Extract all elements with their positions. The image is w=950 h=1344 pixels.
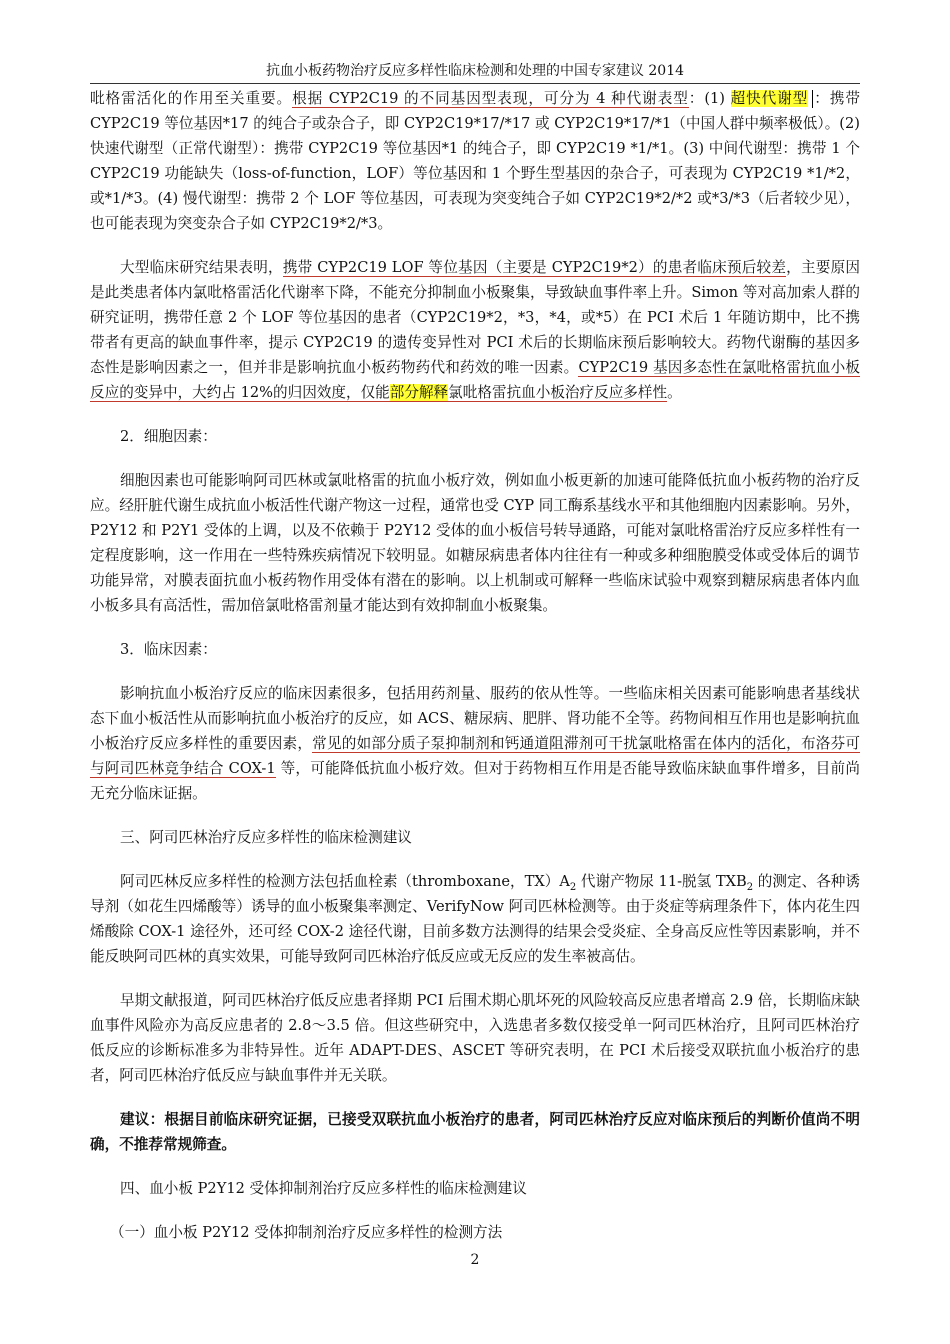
paragraph-aspirin-evidence: 早期文献报道，阿司匹林治疗低反应患者择期 PCI 后围术期心肌坏死的风险较高反应患者增高 2.9 倍，长期临床缺血事件风险亦为高反应患者的 2.8～3.5 倍。但这些研究中，入选患者多数仅接受单一阿司匹林治疗，且阿司匹林治疗低反应的诊断标准多为非特异性。近年 ADAPT-DES、ASCET 等研究表明，在 PCI 术后接受双联抗血小板治疗的患者，阿司匹林治疗低反应与缺血事件并无关联。 (90, 992, 860, 1084)
underlined-annotation: 常见的如部分质子泵抑制剂和钙通道阻滞剂可干扰氯吡格雷在体内的活化，布洛芬可与阿司匹林竞争结合 COX-1 (90, 735, 860, 777)
text-run: 等，可能降低抗血小板疗效。但对于药物相互作用是否能导致临床缺血事件增多，目前尚无充分临床证据。 (90, 760, 860, 802)
heading-clinical-factors: 3．临床因素： (120, 641, 217, 658)
text-run: ，主要原因是此类患者体内氯吡格雷活化代谢率下降，不能充分抑制血小板聚集，导致缺血事件率上升。Simon 等对高加索人群的研究证明，携带任意 2 个 LOF 等位基因的患者（CYP2C19*2，*3，*4，或*5）在 PCI 术后 1 年随访期中，比不携带者有更高的缺血事件率，提示 CYP2C19 的遗传变异性对 PCI 术后的长期临床预后影响较大。药物代谢酶的基因多态性是影响因素之一，但并非是影响抗血小板药物药代和药效的唯一因素。 (90, 259, 860, 376)
underlined-annotation: 氯吡格雷抗血小板治疗反应多样性 (448, 384, 668, 401)
subsection-heading-methods: （一）血小板 P2Y12 受体抑制剂治疗反应多样性的检测方法 (110, 1224, 503, 1241)
text-run: 吡格雷活化的作用至关重要。 (90, 90, 293, 107)
text-run: 代谢产物尿 11-脱氢 TXB (576, 873, 747, 890)
document-page (90, 60, 860, 1245)
highlighted-annotation: 超快代谢型 (730, 90, 809, 107)
underlined-annotation: 携带 CYP2C19 LOF 等位基因（主要是 CYP2C19*2）的患者临床预后较差 (282, 259, 787, 276)
paragraph-lof-prognosis (90, 255, 860, 405)
paragraph-cell-factors: 细胞因素也可能影响阿司匹林或氯吡格雷的抗血小板疗效，例如血小板更新的加速可能降低抗血小板药物的治疗反应。经肝脏代谢生成抗血小板活性代谢产物这一过程，通常也受 CYP 同工酶系基线水平和其他细胞内因素影响。另外，P2Y12 和 P2Y1 受体的上调，以及不依赖于 P2Y12 受体的血小板信号转导通路，可能对氯吡格雷治疗反应多样性有一定程度影响，这一作用在一些特殊疾病情况下较明显。如糖尿病患者体内往往有一种或多种细胞膜受体或受体后的调节功能异常，对膜表面抗血小板药物作用受体有潜在的影响。以上机制或可解释一些临床试验中观察到糖尿病患者体内血小板多具有高活性，需加倍氯吡格雷剂量才能达到有效抑制血小板聚集。 (90, 472, 860, 614)
paragraph-aspirin-methods (90, 869, 860, 969)
text-run: ：携带 CYP2C19 等位基因*17 的纯合子或杂合子，即 CYP2C19*17/*17 或 CYP2C19*17/*1（中国人群中频率极低）。(2) 快速代谢型（正常代谢型）：携带 CYP2C19 等位基因*1 的纯合子，即 CYP2C19 *1/*1。(3) 中间代谢型：携带 1 个 CYP2C19 功能缺失（loss-of-function，LOF）等位基因和 1 个野生型基因的杂合子，可表现为 CYP2C19 *1/*2，或*1/*3。(4) 慢代谢型：携带 2 个 LOF 等位基因，可表现为突变纯合子如 CYP2C19*2/*2 或*3/*3（后者较少见），也可能表现为突变杂合子如 CYP2C19*2/*3。 (90, 90, 860, 232)
text-run: ：(1) (688, 90, 731, 107)
running-header: 抗血小板药物治疗反应多样性临床检测和处理的中国专家建议 2014 (90, 60, 860, 84)
underlined-annotation: 根据 CYP2C19 的不同基因型表现，可分为 4 种代谢表型 (292, 90, 689, 107)
underlined-annotation: CYP2C19 基因多态性在氯吡格雷抗血小板反应的变异中，大约占 12%的归因效度，仅能 (90, 359, 860, 401)
text-run: 大型临床研究结果表明， (120, 259, 283, 276)
recommendation-text: 建议：根据目前临床研究证据，已接受双联抗血小板治疗的患者，阿司匹林治疗反应对临床预后的判断价值尚不明确，不推荐常规筛查。 (90, 1111, 860, 1153)
section-heading-p2y12: 四、血小板 P2Y12 受体抑制剂治疗反应多样性的临床检测建议 (120, 1180, 527, 1197)
subscript: 2 (569, 881, 577, 893)
text-run: 阿司匹林反应多样性的检测方法包括血栓素（thromboxane，TX）A (120, 873, 570, 890)
highlighted-annotation: 部分解释 (389, 384, 449, 401)
text-run: 。 (667, 384, 682, 401)
heading-cell-factors: 2．细胞因素： (120, 428, 217, 445)
text-run: 影响抗血小板治疗反应的临床因素很多，包括用药剂量、服药的依从性等。一些临床相关因素可能影响患者基线状态下血小板活性从而影响抗血小板治疗的反应，如 ACS、糖尿病、肥胖、肾功能不全等。药物间相互作用也是影响抗血小板治疗反应多样性的重要因素， (90, 685, 860, 752)
text-run: 的测定、各种诱导剂（如花生四烯酸等）诱导的血小板聚集率测定、VerifyNow 阿司匹林检测等。由于炎症等病理条件下，体内花生四烯酸除 COX-1 途径外，还可经 COX-2 途径代谢，目前多数方法测得的结果会受炎症、全身高反应性等因素影响，并不能反映阿司匹林的真实效果，可能导致阿司匹林治疗低反应或无反应的发生率被高估。 (90, 873, 860, 965)
paragraph-cyp2c19-phenotypes (90, 86, 860, 236)
subscript: 2 (746, 881, 754, 893)
section-heading-aspirin: 三、阿司匹林治疗反应多样性的临床检测建议 (120, 829, 412, 846)
page-number: 2 (470, 1252, 480, 1268)
paragraph-clinical-factors (90, 681, 860, 806)
